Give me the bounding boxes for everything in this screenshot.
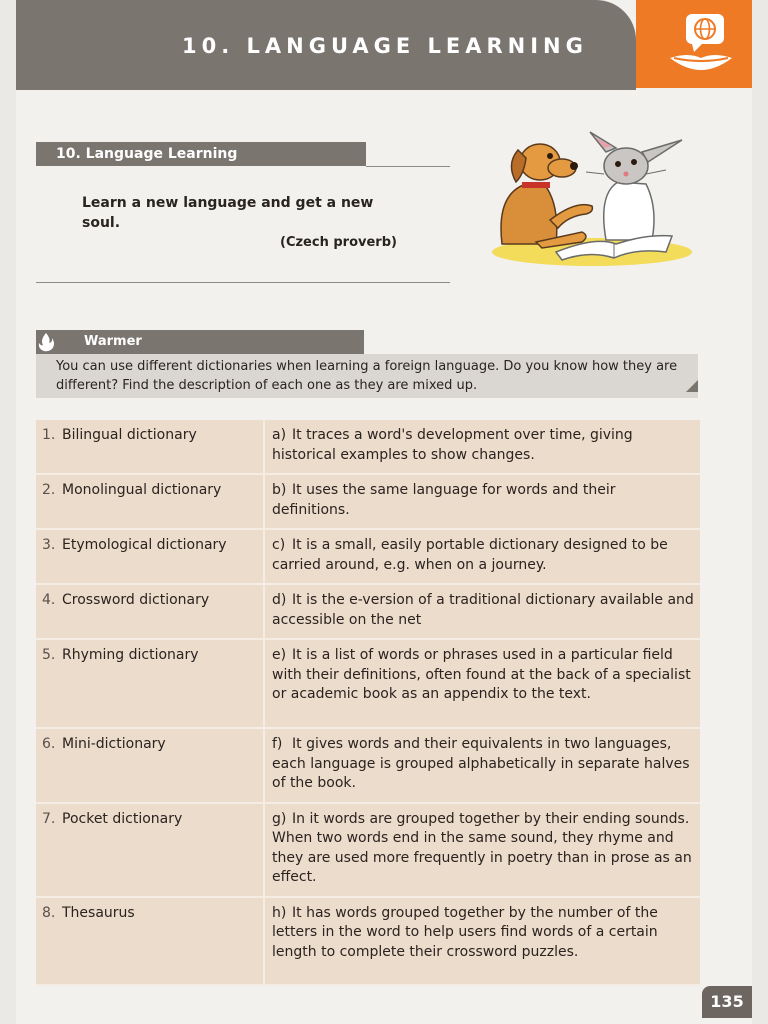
term-label: Monolingual dictionary — [62, 482, 222, 498]
proverb-quote: Learn a new language and get a new soul. — [82, 195, 374, 231]
term-number: 5. — [42, 647, 56, 663]
definition-text: It traces a word's development over time, giving historical examples to show changes. — [272, 427, 633, 463]
table-row — [36, 897, 700, 985]
term-number: 7. — [42, 810, 56, 827]
definition-cell — [264, 474, 700, 529]
term-cell — [36, 420, 264, 474]
page-number: 135 — [702, 986, 752, 1018]
table-row — [36, 529, 700, 584]
definition-text: It is a list of words or phrases used in a particular field with their definitions, often found at the back of a specialist or academic book as an appendix to the text. — [272, 647, 691, 702]
definition-text: It is a small, easily portable dictionary designed to be carried around, e.g. when on a journey. — [272, 537, 668, 573]
term-cell — [36, 529, 264, 584]
table-row — [36, 803, 700, 897]
globe-speech-icon — [668, 8, 748, 74]
definition-letter: b) — [272, 482, 287, 498]
definition-cell — [264, 639, 700, 728]
definition-text: It is the e-version of a traditional dictionary available and accessible on the net — [272, 592, 694, 628]
definition-text: It uses the same language for words and their definitions. — [272, 482, 616, 518]
flame-icon — [36, 332, 56, 352]
term-cell — [36, 897, 264, 985]
dictionary-matching-table — [36, 420, 700, 986]
definition-cell — [264, 803, 700, 897]
table-row — [36, 420, 700, 474]
warmer-label: Warmer — [36, 330, 364, 354]
term-number: 8. — [42, 904, 56, 921]
definition-cell — [264, 529, 700, 584]
term-number: 6. — [42, 736, 56, 752]
term-label: Pocket dictionary — [62, 810, 183, 827]
definition-cell — [264, 728, 700, 803]
term-number: 3. — [42, 537, 56, 553]
definition-text: In it words are grouped together by their ending sounds. When two words end in the same sound, they rhyme and they are used more frequently in poetry than in prose as an effect. — [272, 810, 692, 885]
term-cell — [36, 474, 264, 529]
dog-and-cat-reading-illustration — [486, 124, 698, 274]
definition-cell — [264, 420, 700, 474]
term-cell — [36, 728, 264, 803]
section-top-rule — [366, 166, 450, 167]
term-label: Rhyming dictionary — [62, 647, 199, 663]
page-title: 10. LANGUAGE LEARNING — [182, 34, 588, 58]
definition-letter: e) — [272, 647, 287, 663]
definition-letter: d) — [272, 592, 287, 608]
definition-letter: f) — [272, 736, 283, 752]
definition-letter: h) — [272, 904, 287, 921]
definition-text: It has words grouped together by the number of the letters in the word to help users find words of a certain length to complete their crossword puzzles. — [272, 904, 658, 960]
definition-letter: c) — [272, 537, 286, 553]
definition-letter: g) — [272, 810, 287, 827]
term-label: Etymological dictionary — [62, 537, 227, 553]
proverb-source: (Czech proverb) — [280, 235, 397, 250]
term-number: 2. — [42, 482, 56, 498]
table-row — [36, 639, 700, 728]
section-bottom-rule — [36, 282, 450, 283]
term-number: 1. — [42, 427, 56, 443]
term-label: Bilingual dictionary — [62, 427, 197, 443]
warmer-instruction: You can use different dictionaries when learning a foreign language. Do you know how they are different? Find the description of each one as they are mixed up. — [36, 354, 698, 398]
table-row — [36, 474, 700, 529]
definition-letter: a) — [272, 427, 287, 443]
table-row — [36, 728, 700, 803]
term-label: Crossword dictionary — [62, 592, 210, 608]
definition-text: It gives words and their equivalents in two languages, each language is grouped alphabetically in separate halves of the book. — [272, 736, 690, 791]
section-label: 10. Language Learning — [36, 142, 366, 166]
term-number: 4. — [42, 592, 56, 608]
term-cell — [36, 803, 264, 897]
table-row — [36, 584, 700, 639]
term-label: Thesaurus — [62, 904, 135, 921]
instruction-corner — [686, 380, 698, 392]
term-cell — [36, 639, 264, 728]
definition-cell — [264, 897, 700, 985]
term-label: Mini-dictionary — [62, 736, 166, 752]
term-cell — [36, 584, 264, 639]
definition-cell — [264, 584, 700, 639]
